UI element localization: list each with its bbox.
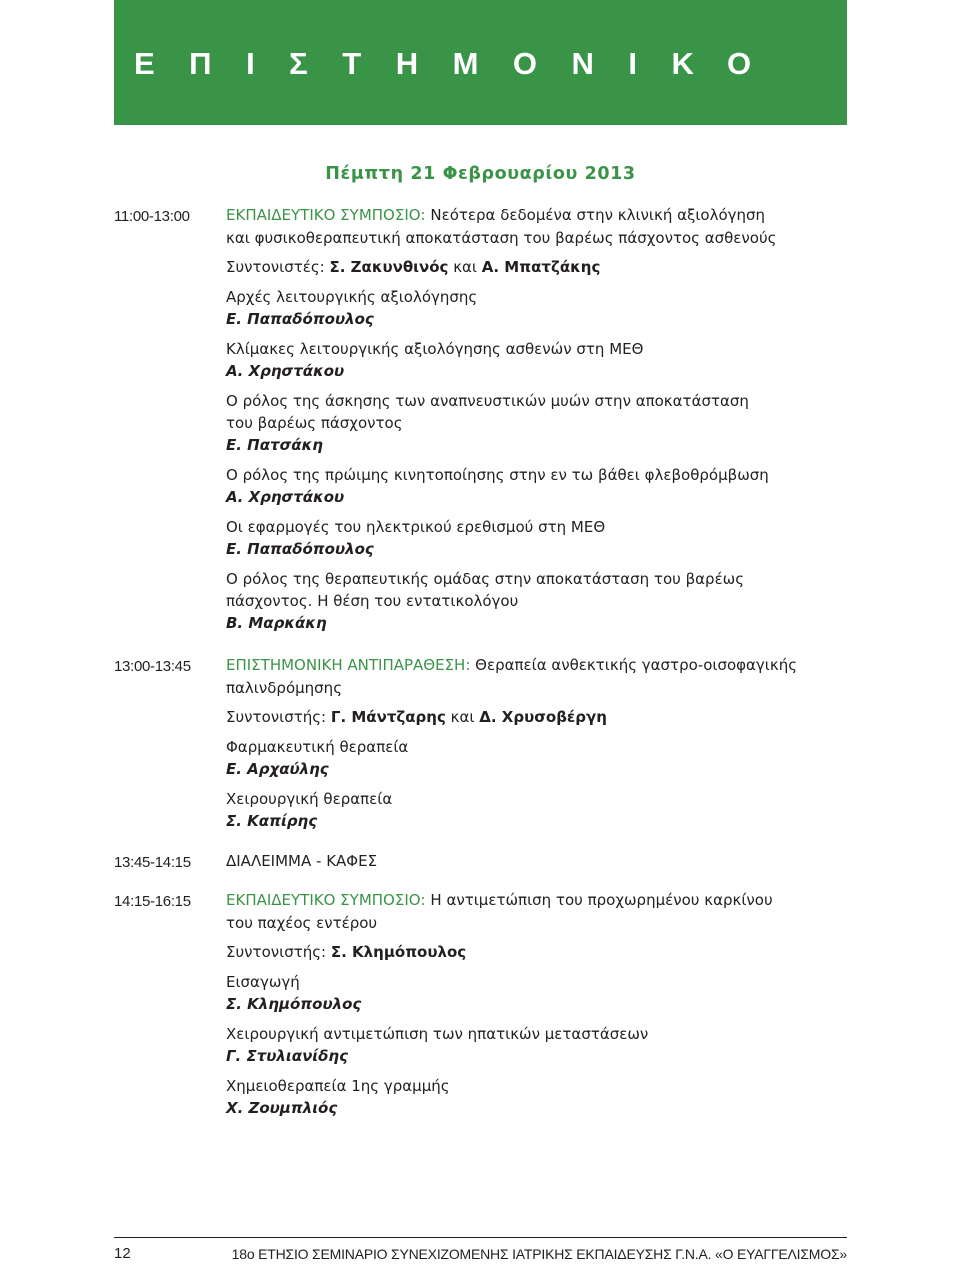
coordinators [226, 706, 826, 729]
footer-text: 18ο ΕΤΗΣΙΟ ΣΕΜΙΝΑΡΙΟ ΣΥΝΕΧΙΖΟΜΕΝΗΣ ΙΑΤΡΙΚΗΣ ΕΚΠΑΙΔΕΥΣΗΣ Γ.Ν.Α. «Ο ΕΥΑΓΓΕΛΙΣΜΟΣ» [231, 1246, 847, 1262]
coordinator-name: Γ. Μάντζαρης [330, 708, 446, 726]
talk-title: Φαρμακευτική θεραπεία [226, 738, 409, 756]
talk-speaker: Β. Μαρκάκη [226, 614, 327, 632]
talk [226, 464, 826, 509]
session-title-line [226, 889, 826, 912]
coordinators-joiner: και [453, 258, 477, 276]
talk-speaker: Σ. Κλημόπουλος [226, 995, 362, 1013]
session-title-text: Θεραπεία ανθεκτικής γαστρο-οισοφαγικής [475, 656, 798, 674]
talk [226, 568, 826, 635]
session-time: 14:15-16:15 [114, 893, 191, 910]
talk [226, 1023, 826, 1068]
session [114, 889, 847, 1120]
talk-title: Εισαγωγή [226, 973, 300, 991]
talk [226, 788, 826, 833]
coordinators [226, 256, 826, 279]
talk [226, 971, 826, 1016]
date-heading: Πέμπτη 21 Φεβρουαρίου 2013 [325, 164, 636, 184]
session-time: 13:45-14:15 [114, 854, 191, 871]
talk-title: Αρχές λειτουργικής αξιολόγησης [226, 288, 478, 306]
coordinators-label: Συντονιστής: [226, 943, 327, 961]
session-time: 13:00-13:45 [114, 658, 191, 675]
coordinator-name: Σ. Κλημόπουλος [330, 943, 467, 961]
talk [226, 338, 826, 383]
talk [226, 516, 826, 561]
session-content [226, 654, 826, 833]
session-title-text: και φυσικοθεραπευτική αποκατάσταση του βαρέως πάσχοντος ασθενούς [226, 229, 777, 247]
talk-title: Ο ρόλος της άσκησης των αναπνευστικών μυών στην αποκατάσταση [226, 392, 749, 410]
session-content [226, 850, 826, 874]
talk-speaker: Α. Χρηστάκου [226, 488, 345, 506]
talk-title: Κλίμακες λειτουργικής αξιολόγησης ασθενών στη ΜΕΘ [226, 340, 644, 358]
section-banner [114, 0, 847, 125]
talk [226, 1075, 826, 1120]
talk [226, 390, 826, 457]
talk-speaker: Ε. Αρχαύλης [226, 760, 329, 778]
talk-title: Χημειοθεραπεία 1ης γραμμής [226, 1077, 450, 1095]
session-title-text: Νεότερα δεδομένα στην κλινική αξιολόγηση [430, 206, 766, 224]
session-content [226, 204, 826, 635]
session-title-line [226, 654, 826, 677]
session-title-text: ΔΙΑΛΕΙΜΜΑ - ΚΑΦΕΣ [226, 852, 378, 870]
talk-speaker: Χ. Ζουμπλιός [226, 1099, 338, 1117]
session-title-line [226, 677, 826, 700]
talk-speaker: Ε. Παπαδόπουλος [226, 310, 374, 328]
session-type: ΕΠΙΣΤΗΜΟΝΙΚΗ ΑΝΤΙΠΑΡΑΘΕΣΗ: [226, 656, 471, 674]
talk-title: Χειρουργική αντιμετώπιση των ηπατικών μεταστάσεων [226, 1025, 649, 1043]
section-title: ΕΠΙΣΤΗΜΟΝΙΚΟ [134, 46, 786, 81]
coordinator-name: Α. Μπατζάκης [481, 258, 601, 276]
session-title-line [226, 850, 826, 873]
footer-divider [114, 1237, 847, 1238]
coordinator-name: Δ. Χρυσοβέργη [479, 708, 607, 726]
talk [226, 286, 826, 331]
coordinator-name: Σ. Ζακυνθινός [329, 258, 449, 276]
talk-title: Ο ρόλος της θεραπευτικής ομάδας στην αποκατάσταση του βαρέως [226, 570, 745, 588]
talk-title: του βαρέως πάσχοντος [226, 414, 403, 432]
session-title-line [226, 912, 826, 935]
session [114, 204, 847, 635]
session-type: ΕΚΠΑΙΔΕΥΤΙΚΟ ΣΥΜΠΟΣΙΟ: [226, 891, 426, 909]
session-time: 11:00-13:00 [114, 208, 190, 225]
talk-speaker: Ε. Πατσάκη [226, 436, 323, 454]
session-title-text: παλινδρόμησης [226, 679, 342, 697]
talk-speaker: Α. Χρηστάκου [226, 362, 345, 380]
coordinators-label: Συντονιστής: [226, 708, 327, 726]
session-title-text: του παχέος εντέρου [226, 914, 378, 932]
talk-speaker: Σ. Καπίρης [226, 812, 318, 830]
session [114, 850, 847, 874]
session-content [226, 889, 826, 1120]
talk-title: Χειρουργική θεραπεία [226, 790, 393, 808]
session-title-line [226, 227, 826, 250]
talk-title: Οι εφαρμογές του ηλεκτρικού ερεθισμού στη ΜΕΘ [226, 518, 606, 536]
coordinators-joiner: και [450, 708, 475, 726]
program-schedule [114, 204, 847, 1120]
session [114, 654, 847, 833]
talk-speaker: Γ. Στυλιανίδης [226, 1047, 349, 1065]
talk [226, 736, 826, 781]
talk-title: Ο ρόλος της πρώιμης κινητοποίησης στην εν τω βάθει φλεβοθρόμβωση [226, 466, 769, 484]
session-title-text: Η αντιμετώπιση του προχωρημένου καρκίνου [430, 891, 773, 909]
talk-title: πάσχοντος. Η θέση του εντατικολόγου [226, 592, 519, 610]
coordinators [226, 941, 826, 964]
session-title-line [226, 204, 826, 227]
page-number: 12 [114, 1245, 131, 1262]
session-type: ΕΚΠΑΙΔΕΥΤΙΚΟ ΣΥΜΠΟΣΙΟ: [226, 206, 426, 224]
talk-speaker: Ε. Παπαδόπουλος [226, 540, 374, 558]
coordinators-label: Συντονιστές: [226, 258, 325, 276]
